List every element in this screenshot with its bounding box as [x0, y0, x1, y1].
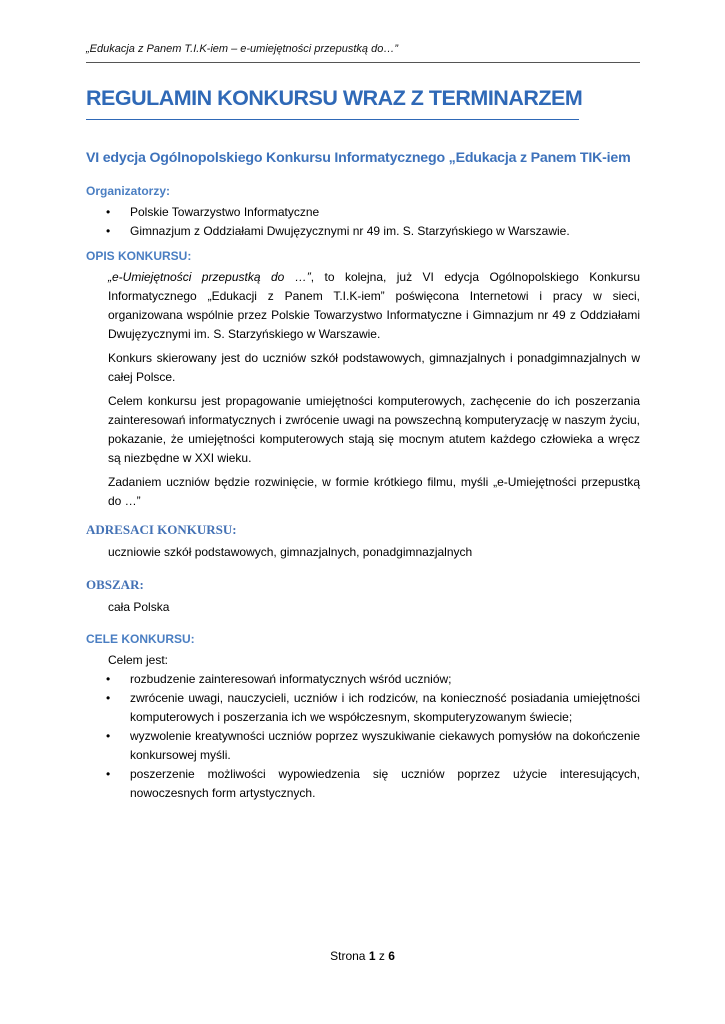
recipients-text: uczniowie szkół podstawowych, gimnazjalnych, ponadgimnazjalnych: [108, 545, 473, 559]
footer-of: z: [378, 949, 385, 963]
footer-page-number: 1: [368, 949, 376, 963]
recipients-heading: ADRESACI KONKURSU:: [86, 522, 237, 537]
description-paragraph-4: Zadaniem uczniów będzie rozwinięcie, w formie krótkiego filmu, myśli „e-Umiejętności przepustką do …”: [108, 475, 640, 508]
goals-heading: CELE KONKURSU:: [86, 632, 195, 646]
area-text: cała Polska: [108, 600, 170, 614]
bullet-icon: •: [106, 205, 111, 219]
list-item: • zwrócenie uwagi, nauczycieli, uczniów i ich rodziców, na konieczność posiadania umiejętności komputerowych i poszerzania ich we współczesnym, skomputeryzowanym świecie;: [106, 691, 640, 724]
page-footer: [0, 949, 725, 963]
area-heading: OBSZAR:: [86, 577, 144, 592]
description-paragraph-2: Konkurs skierowany jest do uczniów szkół podstawowych, gimnazjalnych i ponadgimnazjalnych w całej Polsce.: [108, 351, 640, 384]
description-paragraph-3: Celem konkursu jest propagowanie umiejętności komputerowych, zachęcenie do ich poszerzania zainteresowań informatycznych i zwrócenie uwagi na powszechną komputeryzację w naszym życiu, pokazanie, że umiejętności komputerowych stają się mocnym atutem każdego człowieka a wręcz są niezbędne w XXI wieku.: [108, 394, 640, 465]
list-item: • rozbudzenie zainteresowań informatycznych wśród uczniów;: [86, 670, 640, 689]
bullet-icon: •: [106, 729, 111, 743]
goals-intro: Celem jest:: [108, 653, 169, 667]
list-item: • Gimnazjum z Oddziałami Dwujęzycznymi nr 49 im. S. Starzyńskiego w Warszawie.: [86, 222, 640, 241]
organizers-heading: Organizatorzy:: [86, 184, 171, 198]
document-body: [86, 184, 640, 811]
list-item: • Polskie Towarzystwo Informatyczne: [86, 203, 640, 222]
bullet-icon: •: [106, 672, 111, 686]
document-title: REGULAMIN KONKURSU WRAZ Z TERMINARZEM: [86, 86, 583, 110]
description-heading: OPIS KONKURSU:: [86, 249, 192, 263]
document-subtitle: VI edycja Ogólnopolskiego Konkursu Informatycznego „Edukacja z Panem TIK-iem: [86, 150, 631, 166]
bullet-icon: •: [106, 691, 111, 705]
organizers-list: [86, 203, 640, 241]
list-item: • poszerzenie możliwości wypowiedzenia się uczniów poprzez użycie interesujących, nowoczesnych form artystycznych.: [106, 767, 640, 800]
footer-total-pages: 6: [388, 949, 395, 963]
list-item: • wyzwolenie kreatywności uczniów poprzez wyszukiwanie ciekawych pomysłów na dokończenie konkursowej myśli.: [106, 729, 640, 762]
running-header: „Edukacja z Panem T.I.K-iem – e-umiejętności przepustką do…”: [86, 43, 399, 55]
footer-prefix: Strona: [330, 949, 366, 963]
header-rule: [86, 62, 640, 63]
bullet-icon: •: [106, 224, 111, 238]
bullet-icon: •: [106, 767, 111, 781]
goals-list: [86, 670, 640, 803]
description-paragraph-1: „e-Umiejętności przepustką do …”, to kolejna, już VI edycja Ogólnopolskiego Konkursu Informatycznego „Edukacji z Panem T.I.K-iem” poświęcona Internetowi i pracy w sieci, organizowana wspólnie przez Polskie Towarzystwo Informatyczne i Gimnazjum nr 49 z Oddziałami Dwujęzycznymi im. S. Starzyńskiego w Warszawie.: [108, 270, 640, 341]
title-underline: [86, 119, 579, 120]
